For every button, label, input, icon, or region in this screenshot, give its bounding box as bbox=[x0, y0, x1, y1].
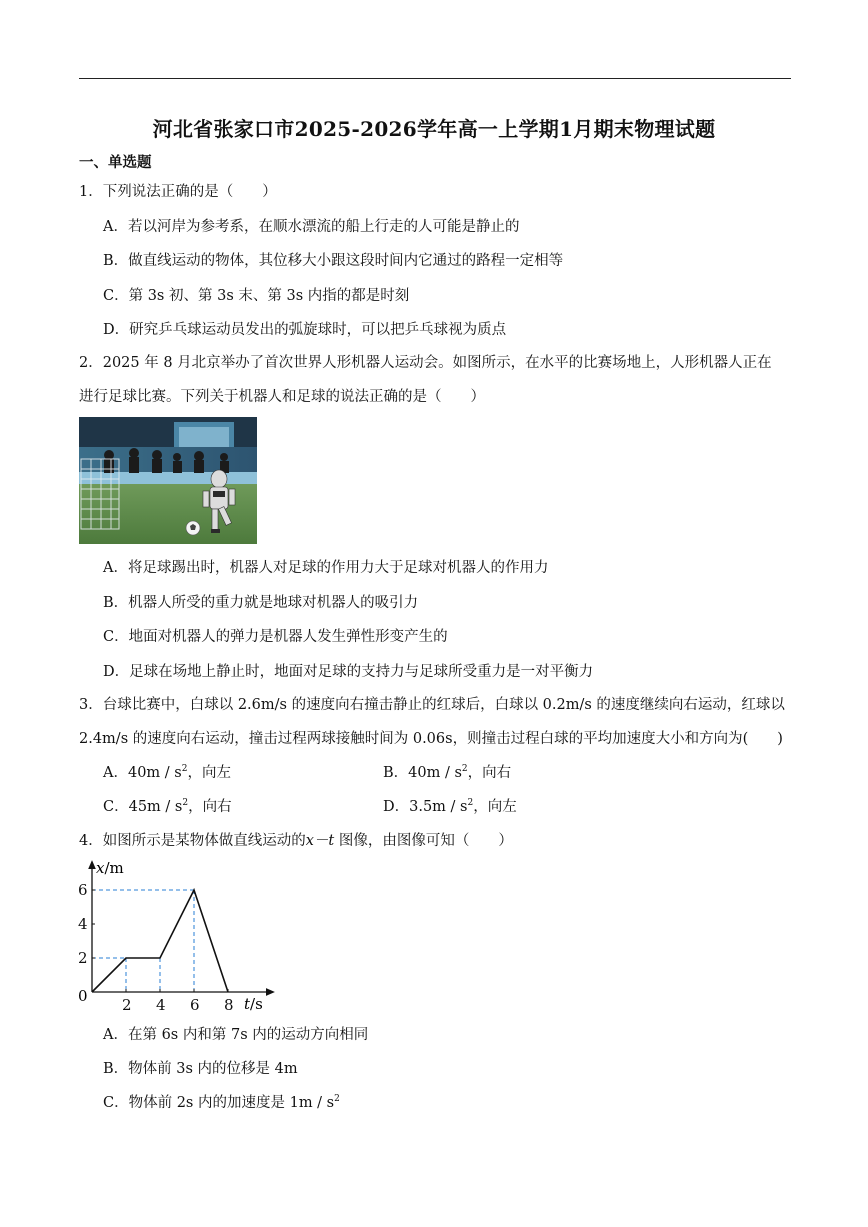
q3-option-c-value: C．45m / s bbox=[103, 799, 183, 815]
robot-soccer-photo bbox=[79, 417, 257, 544]
q1-option-c: C．第 3s 初、第 3s 末、第 3s 内指的都是时刻 bbox=[103, 288, 410, 304]
q3-option-c-direction: ，向右 bbox=[188, 799, 232, 815]
q3-option-d-direction: ，向左 bbox=[473, 799, 517, 815]
q3-option-d bbox=[383, 795, 517, 816]
q3-stem-line1: 3．台球比赛中，白球以 2.6m/s 的速度向右撞击静止的红球后，白球以 0.2m/s 的速度继续向右运动，红球以 bbox=[79, 697, 785, 713]
q3-option-d-value: D．3.5m / s bbox=[383, 799, 468, 815]
y-tick-label: 6 bbox=[78, 881, 88, 899]
q3-option-c bbox=[103, 795, 232, 816]
q3-option-a-direction: ，向左 bbox=[187, 765, 231, 781]
series-line bbox=[92, 890, 228, 992]
y-tick-label: 2 bbox=[78, 949, 88, 967]
x-tick-label: 8 bbox=[224, 996, 234, 1014]
q1-option-a: A．若以河岸为参考系，在顺水漂流的船上行走的人可能是静止的 bbox=[103, 219, 520, 235]
q3-option-a bbox=[103, 761, 231, 782]
superscript: 2 bbox=[334, 1094, 340, 1104]
q1-option-d: D．研究乒乓球运动员发出的弧旋球时，可以把乒乓球视为质点 bbox=[103, 322, 507, 338]
q2-option-d: D．足球在场地上静止时，地面对足球的支持力与足球所受重力是一对平衡力 bbox=[103, 664, 594, 680]
origin-label: 0 bbox=[78, 987, 88, 1005]
q1-stem: 1．下列说法正确的是（ ） bbox=[79, 184, 277, 200]
y-axis-label: x/m bbox=[96, 859, 124, 877]
q4-stem bbox=[79, 829, 513, 850]
q4-stem-variable: x－t bbox=[305, 833, 335, 849]
q2-stem-line2: 进行足球比赛。下列关于机器人和足球的说法正确的是（ ） bbox=[79, 389, 485, 405]
q3-option-a-value: A．40m / s bbox=[103, 765, 182, 781]
q3-stem-line2: 2.4m/s 的速度向右运动，撞击过程两球接触时间为 0.06s，则撞击过程白球的平均加速度大小和方向为( ) bbox=[79, 731, 783, 747]
section-heading: 一、单选题 bbox=[79, 155, 152, 171]
q2-option-a: A．将足球踢出时，机器人对足球的作用力大于足球对机器人的作用力 bbox=[103, 560, 549, 576]
q4-option-b: B．物体前 3s 内的位移是 4m bbox=[103, 1061, 298, 1077]
q4-stem-pre: 4．如图所示是某物体做直线运动的 bbox=[79, 833, 306, 849]
q3-option-b-direction: ，向右 bbox=[467, 765, 512, 781]
q2-option-b: B．机器人所受的重力就是地球对机器人的吸引力 bbox=[103, 595, 419, 611]
q3-option-b-value: B．40m / s bbox=[383, 765, 462, 781]
xt-graph-svg bbox=[76, 857, 276, 1017]
q1-option-b: B．做直线运动的物体，其位移大小跟这段时间内它通过的路程一定相等 bbox=[103, 253, 564, 269]
q4-stem-post: 图像，由图像可知（ ） bbox=[334, 833, 513, 849]
q3-option-b bbox=[383, 761, 511, 782]
page-title: 河北省张家口市2025-2026学年高一上学期1月期末物理试题 bbox=[152, 117, 716, 141]
header-rule bbox=[79, 78, 791, 79]
q2-stem-line1: 2．2025 年 8 月北京举办了首次世界人形机器人运动会。如图所示，在水平的比赛场地上，人形机器人正在 bbox=[79, 355, 772, 371]
superscript: 2 bbox=[182, 798, 189, 808]
x-tick-label: 4 bbox=[156, 996, 166, 1014]
q4-option-c-value: C．物体前 2s 内的加速度是 1m / s bbox=[103, 1095, 335, 1111]
superscript: 2 bbox=[467, 798, 474, 808]
x-tick-label: 2 bbox=[122, 996, 132, 1014]
superscript: 2 bbox=[461, 764, 468, 774]
x-axis-label: t/s bbox=[244, 995, 263, 1013]
y-tick-label: 4 bbox=[78, 915, 88, 933]
superscript: 2 bbox=[181, 764, 188, 774]
q2-option-c: C．地面对机器人的弹力是机器人发生弹性形变产生的 bbox=[103, 629, 448, 645]
xt-graph bbox=[76, 857, 276, 1021]
q4-option-c bbox=[103, 1091, 340, 1112]
q4-option-a: A．在第 6s 内和第 7s 内的运动方向相同 bbox=[103, 1027, 369, 1043]
x-tick-label: 6 bbox=[190, 996, 200, 1014]
